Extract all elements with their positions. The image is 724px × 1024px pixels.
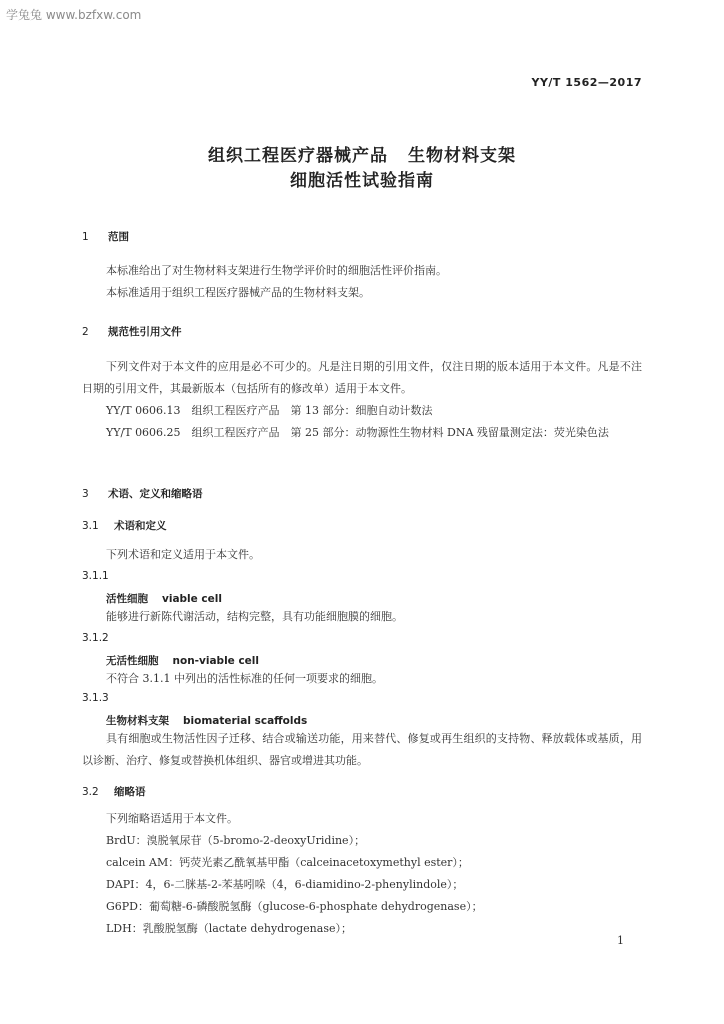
term-heading bbox=[106, 653, 259, 668]
section-title: 缩略语 bbox=[114, 786, 146, 798]
abbreviation-item: calcein AM：钙荧光素乙酰氧基甲酯（calceinacetoxymethyl ester）； bbox=[106, 856, 469, 869]
section-3-1-intro: 下列术语和定义适用于本文件。 bbox=[106, 548, 260, 561]
abbreviation-item: LDH：乳酸脱氢酶（lactate dehydrogenase）； bbox=[106, 922, 352, 935]
term-definition: 不符合 3.1.1 中列出的活性标准的任何一项要求的细胞。 bbox=[106, 672, 383, 685]
document-title-line-1 bbox=[0, 141, 724, 166]
term-number: 3.1.2 bbox=[82, 632, 109, 644]
section-number: 3 bbox=[82, 488, 89, 500]
term-heading bbox=[106, 713, 307, 728]
abbreviation-item: BrdU：溴脱氧尿苷（5-bromo-2-deoxyUridine）； bbox=[106, 834, 366, 847]
section-3-1-heading bbox=[82, 518, 167, 533]
term-en: non-viable cell bbox=[172, 655, 259, 667]
section-3-2-intro: 下列缩略语适用于本文件。 bbox=[106, 812, 238, 825]
term-zh: 活性细胞 bbox=[106, 593, 148, 605]
page-number: 1 bbox=[617, 934, 624, 947]
section-number: 3.2 bbox=[82, 786, 99, 798]
term-en: biomaterial scaffolds bbox=[183, 715, 308, 727]
section-title: 术语、定义和缩略语 bbox=[108, 488, 203, 500]
section-3-2-heading bbox=[82, 784, 146, 799]
term-en: viable cell bbox=[162, 593, 222, 605]
term-number: 3.1.3 bbox=[82, 692, 109, 704]
section-number: 1 bbox=[82, 231, 89, 243]
term-zh: 生物材料支架 bbox=[106, 715, 169, 727]
title-part-1: 组织工程医疗器械产品 bbox=[208, 146, 388, 166]
section-2-heading bbox=[82, 324, 182, 339]
term-zh: 无活性细胞 bbox=[106, 655, 159, 667]
document-title-line-2: 细胞活性试验指南 bbox=[290, 171, 434, 191]
section-1-para-2: 本标准适用于组织工程医疗器械产品的生物材料支架。 bbox=[106, 286, 370, 299]
section-1-heading bbox=[82, 229, 129, 244]
section-title: 术语和定义 bbox=[114, 520, 167, 532]
section-title: 规范性引用文件 bbox=[108, 326, 182, 338]
section-2-intro: 下列文件对于本文件的应用是必不可少的。凡是注日期的引用文件，仅注日期的版本适用于本文件。凡是不注日期的引用文件，其最新版本（包括所有的修改单）适用于本文件。 bbox=[82, 360, 642, 395]
document-code: YY/T 1562—2017 bbox=[531, 76, 642, 89]
normative-reference-1: YY/T 0606.13 组织工程医疗产品 第 13 部分：细胞自动计数法 bbox=[106, 404, 433, 417]
term-number: 3.1.1 bbox=[82, 570, 109, 582]
term-definition: 具有细胞或生物活性因子迁移、结合或输送功能，用来替代、修复或再生组织的支持物、释放载体或基质，用以诊断、治疗、修复或替换机体组织、器官或增进其功能。 bbox=[82, 732, 642, 767]
section-number: 3.1 bbox=[82, 520, 99, 532]
watermark: 学兔兔 www.bzfxw.com bbox=[6, 8, 142, 22]
term-definition: 能够进行新陈代谢活动，结构完整，具有功能细胞膜的细胞。 bbox=[106, 610, 403, 623]
title-part-2: 生物材料支架 bbox=[408, 146, 516, 166]
normative-reference-2: YY/T 0606.25 组织工程医疗产品 第 25 部分：动物源性生物材料 DNA 残留量测定法：荧光染色法 bbox=[106, 426, 609, 439]
abbreviation-item: G6PD：葡萄糖-6-磷酸脱氢酶（glucose-6-phosphate dehydrogenase）； bbox=[106, 900, 483, 913]
section-1-para-1: 本标准给出了对生物材料支架进行生物学评价时的细胞活性评价指南。 bbox=[106, 264, 447, 277]
term-heading bbox=[106, 591, 222, 606]
section-number: 2 bbox=[82, 326, 89, 338]
section-title: 范围 bbox=[108, 231, 129, 243]
abbreviation-item: DAPI：4，6-二脒基-2-苯基吲哚（4，6-diamidino-2-phenylindole）； bbox=[106, 878, 464, 891]
section-3-heading bbox=[82, 486, 203, 501]
